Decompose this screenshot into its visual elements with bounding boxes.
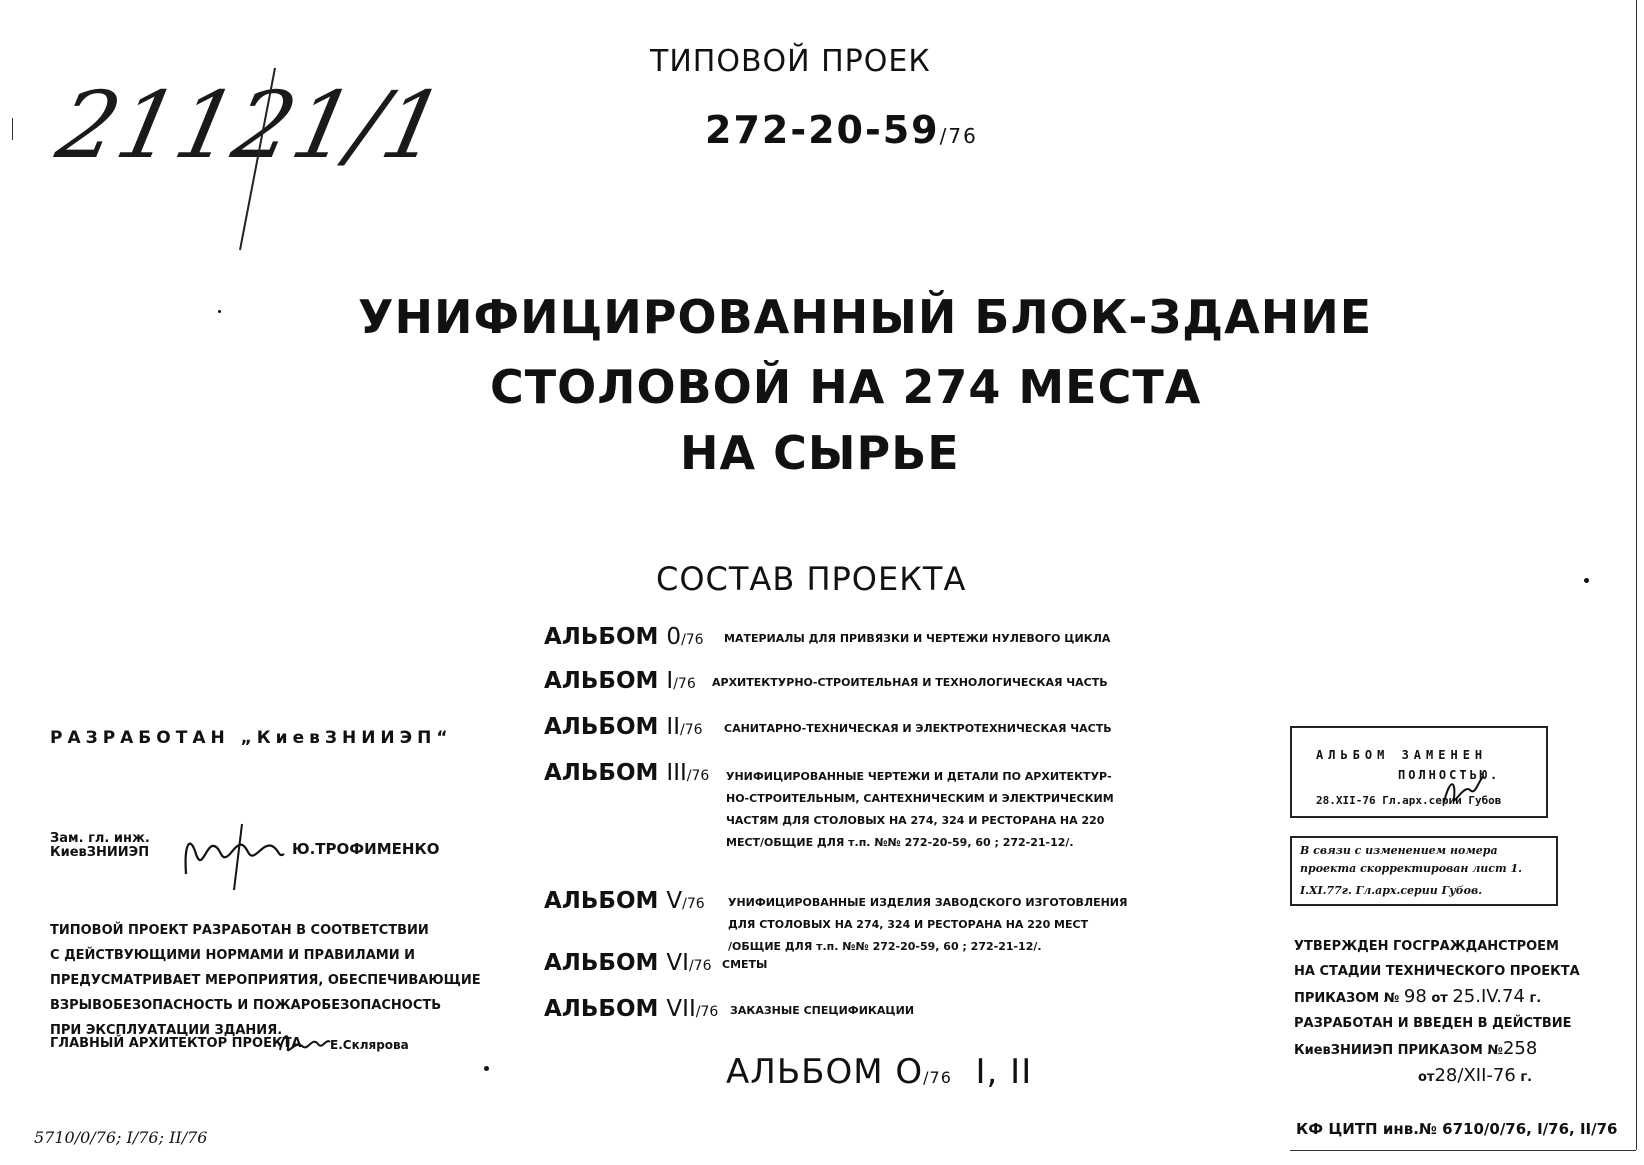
section-heading: СОСТАВ ПРОЕКТА — [656, 560, 967, 598]
compliance-statement: ТИПОВОЙ ПРОЕКТ РАЗРАБОТАН В СООТВЕТСТВИИ С ДЕЙСТВУЮЩИМИ НОРМАМИ И ПРАВИЛАМИ И ПРЕДУСМАТРИВАЕТ МЕРОПРИЯТИЯ, ОБЕСПЕЧИВАЮЩИЕ ВЗРЫВОБЕЗОПАСНОСТЬ И ПОЖАРОБЕЗОПАСНОСТЬ ПРИ ЭКСПЛУАТАЦИИ ЗДАНИЯ. — [50, 923, 481, 1038]
deputy-chief-engineer-title: Зам. гл. инж. КиевЗНИИЭП — [50, 831, 150, 860]
album-6-label: АЛЬБОМ VI/76 — [544, 950, 712, 976]
album-3-desc: УНИФИЦИРОВАННЫЕ ЧЕРТЕЖИ И ДЕТАЛИ ПО АРХИТЕКТУР- НО-СТРОИТЕЛЬНЫМ, САНТЕХНИЧЕСКИМ И ЭЛЕКТРИЧЕСКИМ ЧАСТЯМ ДЛЯ СТОЛОВЫХ НА 274, 324 И РЕСТОРАНА НА 220 МЕСТ/ОБЩИЕ ДЛЯ т.п. №№ 272-20-59, 60 ; 272-21-12/. — [726, 770, 1114, 849]
title-line-1: УНИФИЦИРОВАННЫЙ БЛОК-ЗДАНИЕ — [358, 290, 1373, 344]
album-0-label: АЛЬБОМ 0/76 — [544, 624, 704, 650]
album-5-desc: УНИФИЦИРОВАННЫЕ ИЗДЕЛИЯ ЗАВОДСКОГО ИЗГОТОВЛЕНИЯ ДЛЯ СТОЛОВЫХ НА 274, 324 И РЕСТОРАНА НА 220 МЕСТ /ОБЩИЕ ДЛЯ т.п. №№ 272-20-59, 60 ; 272-21-12/. — [728, 896, 1128, 953]
developed-by: РАЗРАБОТАН „КиевЗНИИЭП“ — [50, 728, 453, 748]
album-2-label: АЛЬБОМ II/76 — [544, 714, 703, 740]
title-line-3: НА СЫРЬЕ — [680, 426, 960, 480]
album-3-label: АЛЬБОМ III/76 — [544, 760, 710, 786]
album-5-label: АЛЬБОМ V/76 — [544, 888, 705, 914]
project-code — [705, 108, 978, 152]
right-border-line — [1636, 0, 1637, 1150]
album-7-label: АЛЬБОМ VII/76 — [544, 996, 719, 1022]
album-1-label: АЛЬБОМ I/76 — [544, 668, 696, 694]
chief-architect-label: ГЛАВНЫЙ АРХИТЕКТОР ПРОЕКТА — [50, 1036, 302, 1051]
chief-architect-name: Е.Склярова — [330, 1038, 409, 1052]
scan-speck — [484, 1066, 489, 1071]
header-label: ТИПОВОЙ ПРОЕК — [650, 44, 931, 79]
deputy-name: Ю.ТРОФИМЕНКО — [292, 840, 440, 858]
album-2-desc: САНИТАРНО-ТЕХНИЧЕСКАЯ И ЭЛЕКТРОТЕХНИЧЕСКАЯ ЧАСТЬ — [724, 722, 1112, 735]
album-0-desc: МАТЕРИАЛЫ ДЛЯ ПРИВЯЗКИ И ЧЕРТЕЖИ НУЛЕВОГО ЦИКЛА — [724, 632, 1111, 645]
handwritten-archive-number: 21121/1 — [48, 72, 454, 179]
scan-speck — [1584, 578, 1589, 583]
inventory-code-right: КФ ЦИТП инв.№ 6710/0/76, I/76, II/76 — [1296, 1120, 1618, 1138]
current-album-marker: АЛЬБОМ О/76 I, II — [726, 1052, 1033, 1092]
stamp-album-replaced: АЛЬБОМ ЗАМЕНЕН ПОЛНОСТЬЮ. 28.XII-76 Гл.арх.серии Губов — [1290, 726, 1548, 818]
chief-architect-signature — [276, 1026, 334, 1060]
title-line-2: СТОЛОВОЙ НА 274 МЕСТА — [490, 360, 1202, 414]
left-edge-mark — [12, 118, 13, 140]
stamp-signature — [1440, 772, 1486, 812]
album-7-desc: ЗАКАЗНЫЕ СПЕЦИФИКАЦИИ — [730, 1004, 915, 1017]
album-1-desc: АРХИТЕКТУРНО-СТРОИТЕЛЬНАЯ И ТЕХНОЛОГИЧЕСКАЯ ЧАСТЬ — [712, 676, 1108, 689]
project-code-main: 272-20-59 — [705, 108, 940, 152]
deputy-signature — [176, 814, 288, 894]
handwritten-slash-mark — [220, 60, 300, 260]
album-6-desc: СМЕТЫ — [722, 958, 768, 971]
stamp-number-correction: В связи с изменением номера проекта скорректирован лист 1. I.XI.77г. Гл.арх.серии Губов. — [1290, 836, 1558, 906]
project-code-year: /76 — [939, 124, 978, 148]
inventory-code-left: 5710/0/76; I/76; II/76 — [34, 1128, 208, 1147]
bottom-border-line — [1290, 1150, 1636, 1151]
scan-speck — [218, 310, 221, 313]
approval-block: УТВЕРЖДЕН ГОСГРАЖДАНСТРОЕМ НА СТАДИИ ТЕХНИЧЕСКОГО ПРОЕКТА ПРИКАЗОМ № 98 от 25.IV.74 г. РАЗРАБОТАН И ВВЕДЕН В ДЕЙСТВИЕ КиевЗНИИЭП ПРИКАЗОМ №258 от28/XII-76 г. — [1294, 939, 1580, 1086]
